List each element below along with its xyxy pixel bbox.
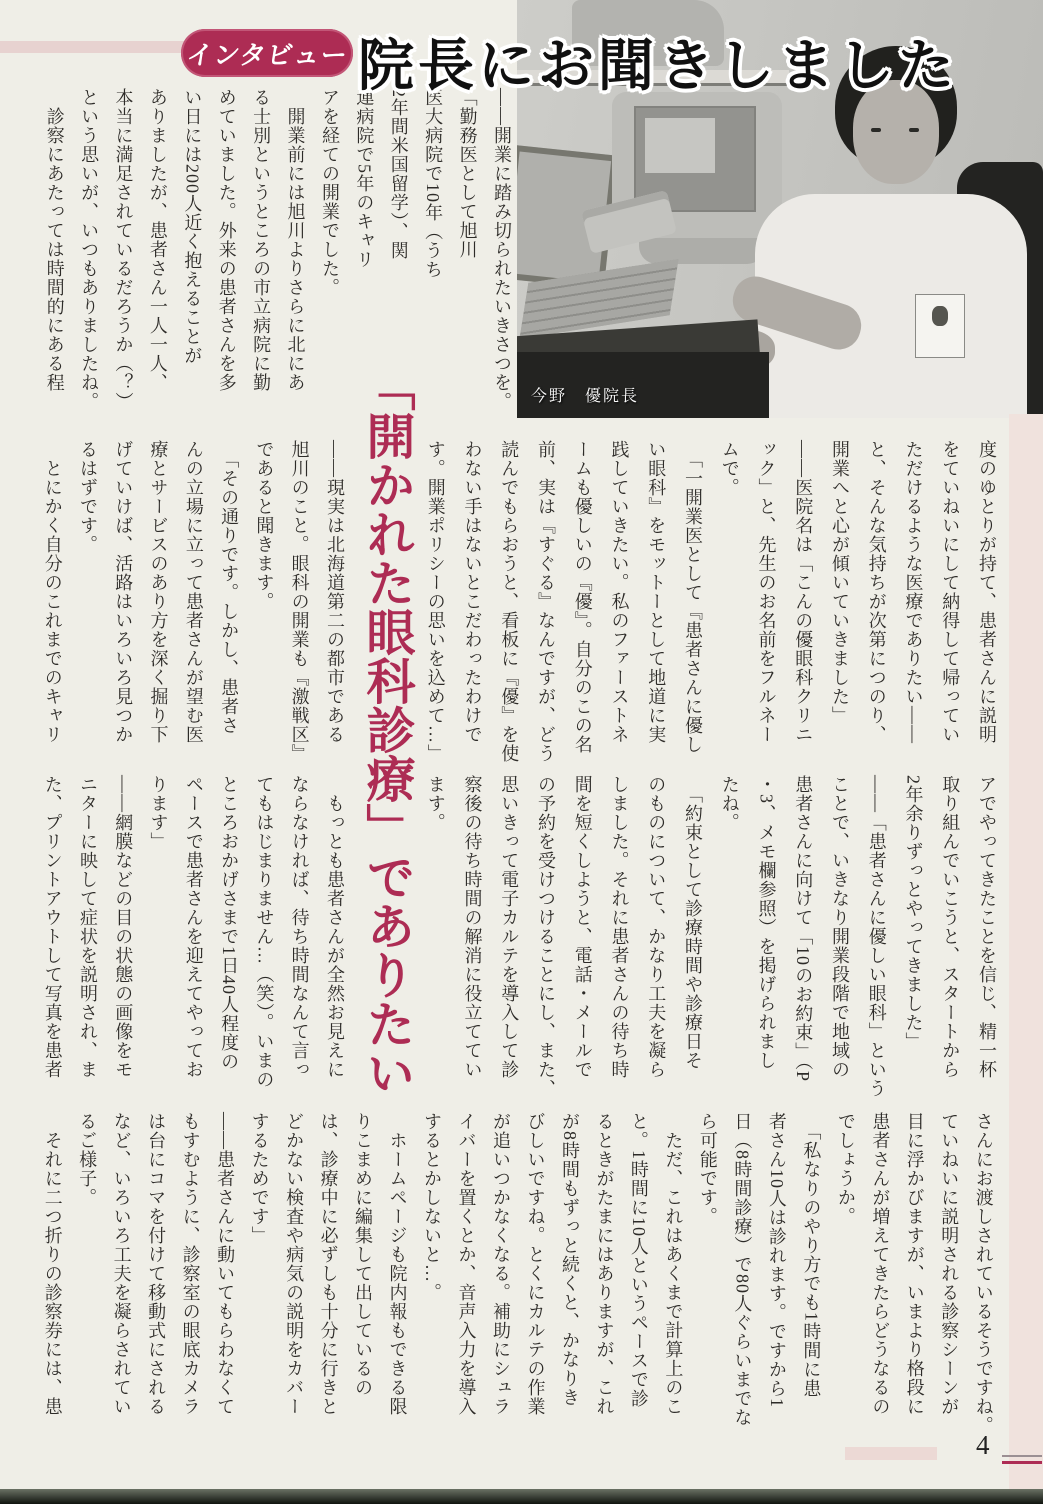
article-column: ――開業に踏み切られたいきさつを。	[491, 88, 512, 411]
scan-bottom-edge	[0, 1489, 1043, 1504]
article-column: ら可能です。	[697, 1112, 718, 1226]
article-column: でしょうか。	[835, 1112, 856, 1226]
article-column: ホームページも院内報もできる限	[387, 1112, 408, 1416]
article-column: ――「患者さんに優しい眼科」という	[866, 775, 887, 1098]
article-column: ります」	[148, 775, 169, 851]
article-column: 開業へと心が傾いていきました」	[829, 440, 850, 725]
article-column: めていました。外来の患者さんを多	[216, 88, 237, 392]
article-column: ていねいに説明される診察シーンが	[939, 1112, 960, 1416]
article-column: るときがたまにはありますが、これ	[594, 1112, 615, 1416]
page-title: 院長にお聞きしました	[358, 34, 958, 97]
article-column: るご様子。	[77, 1112, 98, 1207]
article-column: もすむように、診察室の眼底カメラ	[180, 1112, 201, 1416]
article-column: 医大病院で10年（うち	[423, 88, 444, 279]
article-band-1	[44, 88, 512, 436]
article-column: は台にコマを付けて移動式にされる	[146, 1112, 167, 1416]
article-band-3-right	[425, 775, 997, 1110]
article-column: 「私なりのやり方でも1時間に患	[801, 1112, 822, 1398]
article-column: 患者さんが増えてきたらどうなるの	[870, 1112, 891, 1416]
article-column: る士別というところの市立病院に勤	[251, 88, 272, 392]
article-column: 「約束として診療時間や診療日そ	[682, 775, 703, 1070]
article-column: わない手はないとこだわったわけで	[462, 440, 483, 744]
article-column: 察後の待ち時間の解消に役立ててい	[462, 775, 483, 1079]
article-column: 開業前には旭川よりさらに北にあ	[285, 88, 306, 392]
article-column: 患者さんに向けて「10のお約束」（P	[793, 775, 814, 1083]
article-column: 度のゆとりが持て、患者さんに説明	[976, 440, 997, 744]
article-column: ニターに映して症状を説明され、ま	[77, 775, 98, 1079]
article-column: であると聞きます。	[254, 440, 275, 611]
article-column: など、いろいろ工夫を凝らされてい	[111, 1112, 132, 1416]
id-badge-photo	[932, 306, 948, 326]
article-column: するとかしないと…。	[422, 1112, 443, 1302]
article-column: い眼科』をモットーとして地道に実	[646, 440, 667, 744]
article-column: ならなければ、待ち時間なんて言っ	[289, 775, 310, 1079]
article-column: 前、実は『すぐる』なんですが、どう	[535, 440, 556, 763]
article-column: どかない検査や病気の説明をカバー	[284, 1112, 305, 1416]
article-column: い日には200人近く抱えることが	[182, 88, 203, 365]
article-column: と。1時間に10人というペースで診	[628, 1112, 649, 1408]
article-headline: 「開かれた眼科診療」でありたい	[360, 362, 415, 1097]
article-column: の予約を受けつけることにし、また、	[535, 775, 556, 1098]
crt-monitor-base	[639, 238, 765, 264]
article-column: ームも優しいの『優』。自分のこの名	[572, 440, 593, 754]
footer-rule-gray	[1002, 1455, 1042, 1457]
interview-badge	[181, 29, 353, 77]
article-column: 読んでもらおうと、看板に『優』を使	[499, 440, 520, 763]
article-column: りこまめに編集して出しているの	[353, 1112, 374, 1397]
article-column: す。開業ポリシーの思いを込めて…」	[425, 440, 446, 763]
article-column: さんにお渡しされているそうですね。	[973, 1112, 994, 1435]
article-column: てもはじまりません…（笑）。いまの	[254, 775, 275, 1089]
article-column: のものについて、かなり工夫を凝ら	[646, 775, 667, 1079]
article-column: 践していきたい。私のファーストネ	[609, 440, 630, 744]
article-column: んの立場に立って患者さんが望む医	[183, 440, 204, 744]
article-band-2-left	[42, 440, 345, 775]
crt-screen-window	[645, 118, 715, 173]
interview-badge-label: インタビュー	[184, 39, 350, 70]
article-column: 診察にあたっては時間的にある程	[44, 88, 65, 392]
article-column: 「一開業医として『患者さんに優し	[682, 440, 703, 754]
article-column: アでやってきたことを信じ、精一杯	[976, 775, 997, 1079]
article-column: 者さん10人は診れます。ですから1	[766, 1112, 787, 1408]
article-column: ――現実は北海道第二の都市である	[324, 440, 345, 744]
doctor-eye-right	[909, 128, 919, 132]
article-column: という思いが、いつもありましたね。	[79, 88, 100, 411]
article-column: 目に浮かびますが、いまより格段に	[904, 1112, 925, 1416]
article-column: 2年間米国留学）、関	[388, 88, 409, 260]
page-number: 4	[976, 1430, 990, 1460]
article-column: ます。	[425, 775, 446, 832]
article-column: たね。	[719, 775, 740, 832]
article-column: 間を短くしようと、電話・メールで	[572, 775, 593, 1079]
article-column: が追いつかなくなる。補助にシュラ	[490, 1112, 511, 1416]
article-column: ただ、これはあくまで計算上のこ	[663, 1112, 684, 1416]
article-column: ・3、メモ欄参照）を掲げられまし	[756, 775, 777, 1070]
article-column: ところおかげさまで1日40人程度の	[219, 775, 240, 1071]
article-column: ただけるような医療でありたい――	[903, 440, 924, 744]
article-column: アを経ての開業でした。	[319, 88, 340, 297]
article-column: とにかく自分のこれまでのキャリ	[42, 440, 63, 744]
article-column: げていけば、活路はいろいろ見つか	[113, 440, 134, 744]
article-column: 「勤務医として旭川	[457, 88, 478, 259]
article-column: しました。それに患者さんの待ち時	[609, 775, 630, 1079]
article-column: ――網膜などの目の状態の画像をモ	[113, 775, 134, 1079]
id-badge	[915, 294, 965, 358]
header-accent-bar	[0, 41, 195, 53]
doctor-eye-left	[871, 128, 881, 132]
article-band-2-right	[425, 440, 997, 775]
article-column: ック」と、先生のお名前をフルネー	[756, 440, 777, 744]
article-column: 2年余りずっとやってきました」	[903, 775, 924, 1051]
article-column: ありましたが、患者さん一人一人、	[147, 88, 168, 392]
article-column: と、そんな気持ちが次第につのり、	[866, 440, 887, 744]
article-column: るはずです。	[77, 440, 98, 554]
article-column: 思いきって電子カルテを導入して診	[499, 775, 520, 1079]
article-column: が8時間もずっと続くと、かなりき	[559, 1112, 580, 1407]
article-column: ことで、いきなり開業段階で地域の	[829, 775, 850, 1079]
article-column: もっとも患者さんが全然お見えに	[324, 775, 345, 1079]
article-column: それに二つ折りの診察券には、患	[42, 1112, 63, 1416]
footer-accent-bar	[845, 1447, 937, 1460]
article-column: ペースで患者さんを迎えてやってお	[183, 775, 204, 1079]
article-column: するためです」	[249, 1112, 270, 1245]
article-column: 療とサービスのあり方を深く掘り下	[148, 440, 169, 744]
article-column: ムで。	[719, 440, 740, 497]
footer-rule-magenta	[1002, 1461, 1042, 1464]
article-column: 日（8時間診療）で80人ぐらいまでな	[732, 1112, 753, 1427]
article-column: 取り組んでいこうと、スタートから	[940, 775, 961, 1079]
article-column: 本当に満足されているだろうか（？）	[113, 88, 134, 411]
article-column: 「その通りです。しかし、患者さ	[219, 440, 240, 735]
article-column: 連病院で5年のキャリ	[354, 88, 375, 269]
article-column: 旭川のこと。眼科の開業も『激戦区』	[289, 440, 310, 763]
article-column: イバーを置くとか、音声入力を導入	[456, 1112, 477, 1416]
article-column: は、診療中に必ずしも十分に行きと	[318, 1112, 339, 1416]
article-column: びしいですね。とくにカルテの作業	[525, 1112, 546, 1416]
right-edge-pink-strip	[1009, 414, 1043, 1504]
photo-caption: 今野 優院長	[531, 388, 640, 405]
article-column: た、プリントアウトして写真を患者	[42, 775, 63, 1079]
article-band-3-left	[42, 775, 345, 1110]
article-column: をていねいにして納得して帰ってい	[940, 440, 961, 744]
article-column: ――医院名は「こんの優眼科クリニ	[793, 440, 814, 744]
article-band-4	[42, 1112, 994, 1452]
article-column: ――患者さんに動いてもらわなくて	[215, 1112, 236, 1416]
